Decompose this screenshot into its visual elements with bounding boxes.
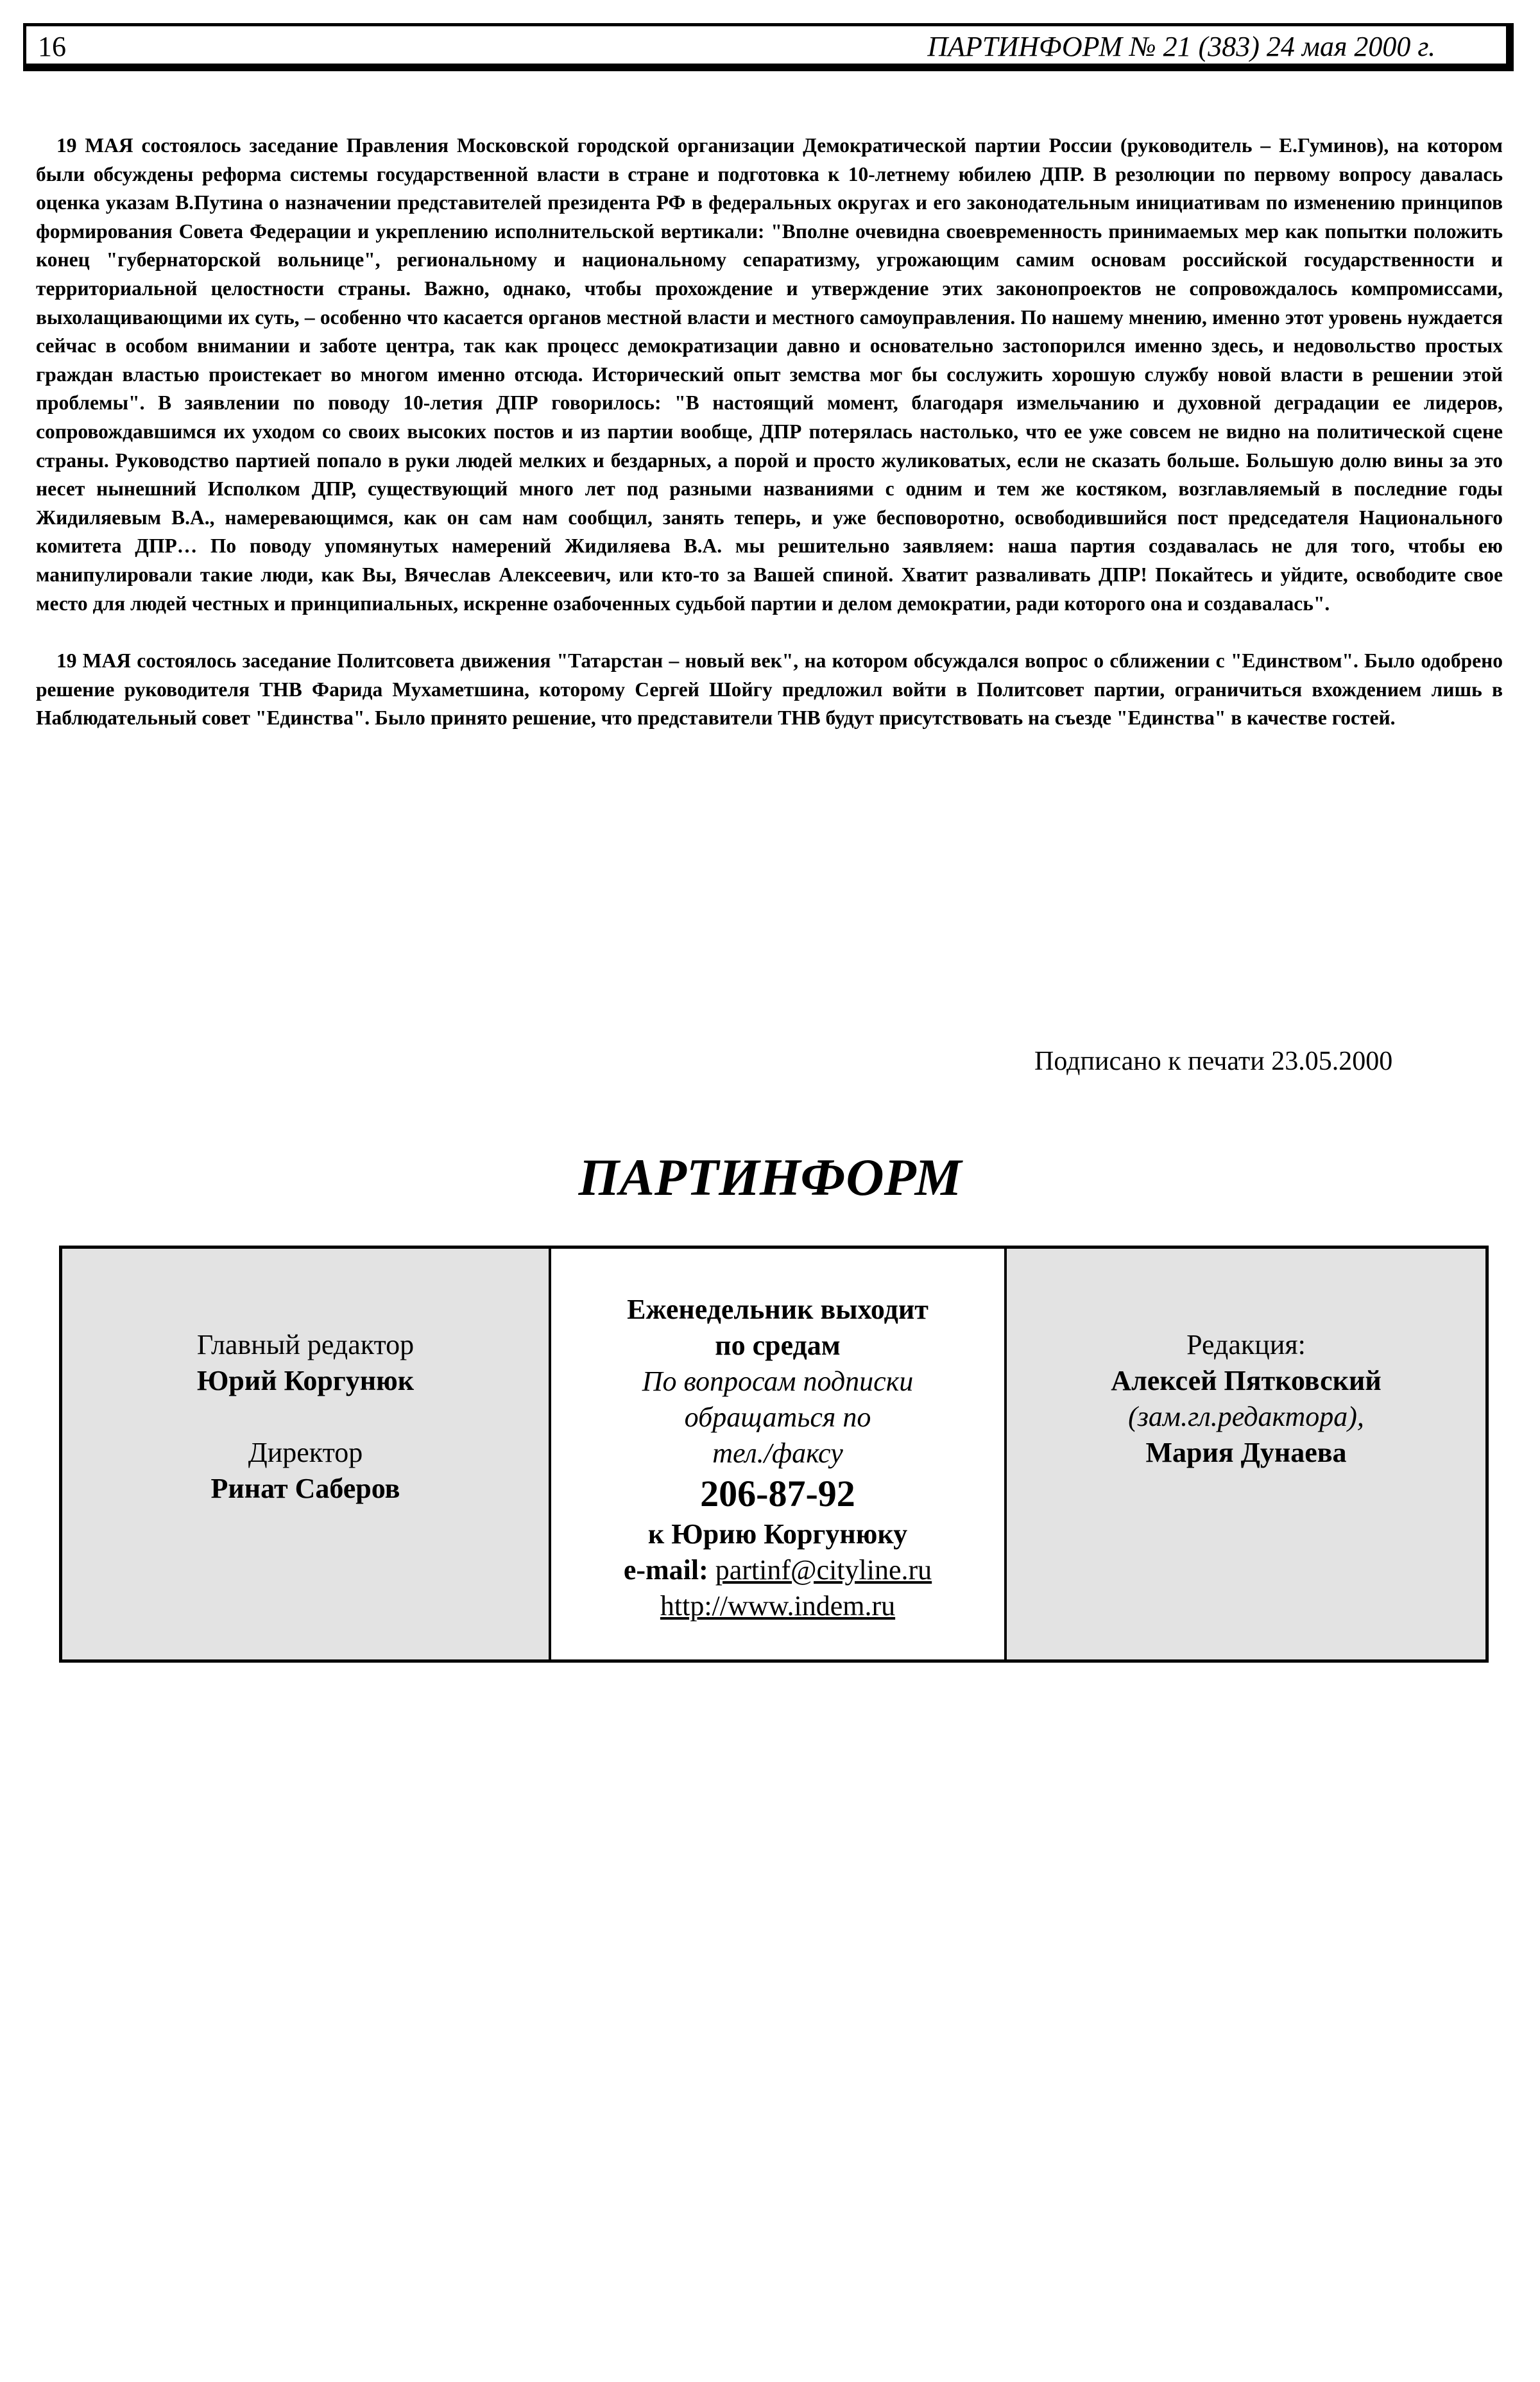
email-label: e-mail: [623,1554,708,1586]
phone-number: 206-87-92 [700,1473,855,1514]
imprint-table [59,1246,1489,1663]
email-line [551,1552,1004,1588]
staff-name-1: Алексей Пятковский [1111,1365,1382,1396]
issue-title: ПАРТИНФОРМ № 21 (383) 24 мая 2000 г. [927,31,1435,62]
imprint-editors [62,1249,551,1659]
phone-contact: к Юрию Коргунюку [647,1518,908,1550]
website-link[interactable]: http://www.indem.ru [660,1590,896,1622]
imprint-contacts [551,1249,1007,1659]
masthead-title: ПАРТИНФОРМ [578,1148,962,1206]
subscription-line-1: По вопросам подписки [642,1366,914,1397]
editor-name: Юрий Коргунюк [196,1365,415,1396]
weekly-line-2: по средам [715,1330,841,1361]
news-column [36,132,1503,733]
director-label: Директор [248,1437,363,1468]
signed-to-print: Подписано к печати 23.05.2000 [1034,1047,1393,1076]
page-number: 16 [38,31,66,62]
page-header [23,23,1509,67]
editor-label: Главный редактор [196,1329,415,1360]
staff-role-1: (зам.гл.редактора), [1128,1401,1364,1432]
news-item-dpr: 19 МАЯ состоялось заседание Правления Московской городской организации Демократической партии России (руководитель – Е.Гуминов), на котором были обсуждены реформа системы государственной власти в стране и подготовка к 10-летнему юбилею ДПР. В резолюции по первому вопросу давалась оценка указам В.Путина о назначении представителей президента РФ в федеральных округах и его законодательным инициативам по изменению принципов формирования Совета Федерации и укреплению исполнительской вертикали: "Вполне очевидна своевременность принимаемых мер как попытки положить конец "губернаторской вольнице", региональному и национальному сепаратизму, угрожающим самим основам российской государственности и территориальной целостности страны. Важно, однако, чтобы прохождение и утверждение этих законопроектов не сопровождалось компромиссами, выхолащивающими их суть, – особенно что касается органов местной власти и местного самоуправления. По нашему мнению, именно этот уровень нуждается сейчас в особом внимании и заботе центра, так как процесс демократизации давно и основательно застопорился именно здесь, и недовольство простых граждан властью проистекает во многом именно отсюда. Исторический опыт земства мог бы сослужить хорошую службу новой власти в решении этой проблемы". В заявлении по поводу 10-летия ДПР говорилось: "В настоящий момент, благодаря измельчанию и духовной деградации ее лидеров, сопровождавшимся их уходом со своих высоких постов и из партии вообще, ДПР потерялась настолько, что ее уже совсем не видно на политической сцене страны. Руководство партией попало в руки людей мелких и бездарных, а порой и просто жуликоватых, если не сказать больше. Большую долю вины за это несет нынешний Исполком ДПР, существующий много лет под разными названиями с одним и тем же костяком, возглавляемый в последние годы Жидиляевым В.А., намеревающимся, как он сам нам сообщил, занять теперь, и уже бесповоротно, освободившийся пост председателя Национального комитета ДПР… По поводу упомянутых намерений Жидиляева В.А. мы решительно заявляем: наша партия создавалась не для того, чтобы ею манипулировали такие люди, как Вы, Вячеслав Алексеевич, или кто-то за Вашей спиной. Хватит разваливать ДПР! Покайтесь и уйдите, освободите свое место для людей честных и принципиальных, искренне озабоченных судьбой партии и делом демократии, ради которого она и создавалась". [36,134,1503,615]
news-item-tnv: 19 МАЯ состоялось заседание Политсовета движения "Татарстан – новый век", на котором обсуждался вопрос о сближении с "Единством". Было одобрено решение руководителя ТНВ Фарида Мухаметшина, которому Сергей Шойгу предложил войти в Политсовет партии, ограничиться вхождением лишь в Наблюдательный совет "Единства". Было принято решение, что представители ТНВ будут присутствовать на съезде "Единства" в качестве гостей. [36,649,1503,730]
email-link[interactable]: partinf@cityline.ru [715,1554,932,1586]
subscription-line-2: обращаться по [684,1401,871,1433]
weekly-line-1: Еженедельник выходит [627,1294,928,1325]
staff-name-2: Мария Дунаева [1145,1437,1347,1468]
imprint-staff [1007,1249,1485,1659]
director-name: Ринат Саберов [210,1473,400,1504]
subscription-line-3: тел./факсу [712,1437,843,1469]
staff-label: Редакция: [1186,1329,1306,1360]
